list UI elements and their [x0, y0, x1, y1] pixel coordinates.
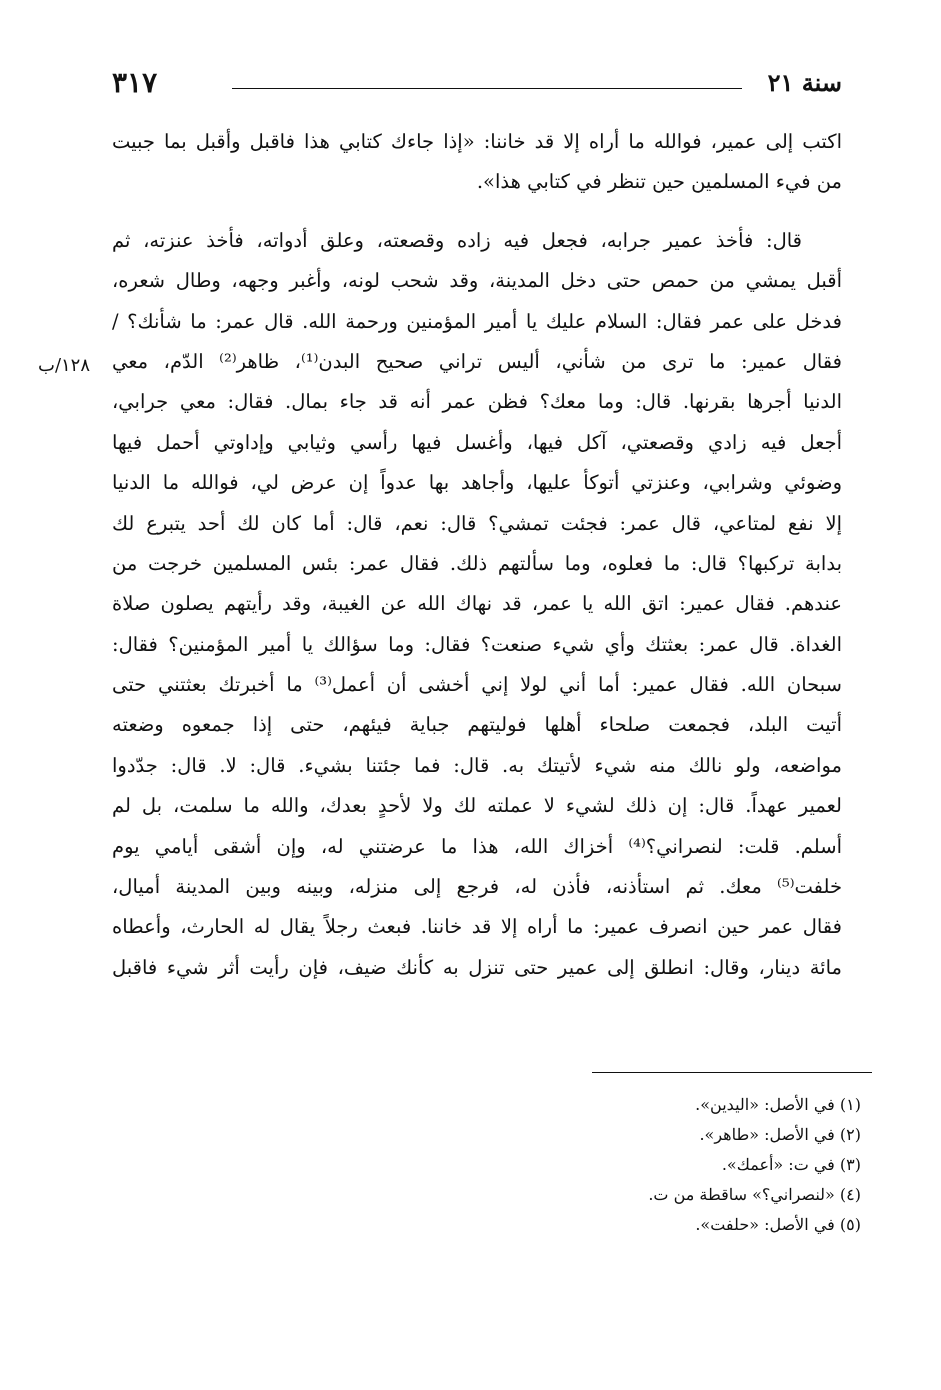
- text-line: أقبل يمشي من حمص حتى دخل المدينة، وقد شحب لونه، وأغبر وجهه، وطال شعره،: [112, 269, 842, 293]
- marginal-folio-note: ١٢٨/ب: [38, 355, 91, 376]
- text-line: أجعل فيه زادي وقصعتي، آكل فيها، وأغسل فيها رأسي وثيابي وإداوتي أحمل فيها: [112, 430, 842, 454]
- footnote-rule: [592, 1072, 872, 1073]
- text-line: سبحان الله. فقال عمير: أما أني لولا إني أخشى أن أعمل⁽³⁾ ما أخبرتك بعثتني حتى: [112, 673, 842, 697]
- header-rule: [232, 88, 742, 89]
- footnotes: [261, 1090, 861, 1240]
- running-head-year: سنة ٢١: [767, 68, 842, 97]
- paragraph-gap: [112, 203, 842, 221]
- text-line: فقال عمير: ما ترى من شأني، أليس تراني صحيح البدن⁽¹⁾، ظاهر⁽²⁾ الدّم، معي: [112, 349, 842, 373]
- footnote: (٤) «لنصراني؟» ساقطة من ت.: [648, 1185, 861, 1204]
- text-line: لعمير عهداً. قال: إن ذلك لشيء لا عملته لك ولا لأحدٍ بعدك، والله ما سلمت، بل لم: [112, 794, 842, 818]
- text-line: إلا نفع لمتاعي، قال عمر: فجئت تمشي؟ قال: نعم، قال: أما كان لك أحد يتبرع لك: [112, 511, 842, 535]
- text-line: قال: فأخذ عمير جرابه، فجعل فيه زاده وقصعته، وعلق أدواته، فأخذ عنزته، ثم: [112, 228, 802, 252]
- text-line: اكتب إلى عمير، فوالله ما أراه إلا قد خاننا: «إذا جاءك كتابي هذا فاقبل وأقبل بما جبيت: [112, 130, 842, 153]
- text-line: الدنيا أجرها بقرنها. قال: وما معك؟ فظن عمر أنه قد جاء بمال. فقال: معي جرابي،: [112, 390, 842, 414]
- main-text: [112, 122, 842, 988]
- page-number: ٣١٧: [112, 66, 158, 99]
- footnote: (٥) في الأصل: «حلفت».: [695, 1215, 861, 1234]
- text-line: أتيت البلد، فجمعت صلحاء أهلها فوليتهم جباية فيئهم، حتى إذا جمعوه وضعته: [112, 713, 842, 737]
- text-line: الغداة. قال عمر: بعثتك وأي شيء صنعت؟ فقال: وما سؤالك يا أمير المؤمنين؟ فقال:: [112, 632, 842, 656]
- text-line: خلفت⁽⁵⁾ معك. ثم استأذنه، فأذن له، فرجع إلى منزله، وبينه وبين المدينة أميال،: [112, 875, 842, 899]
- text-line: مائة دينار، وقال: انطلق إلى عمير حتى تنزل به كأنك ضيف، فإن رأيت أثر شيء فاقبل: [112, 955, 842, 979]
- footnote: (٢) في الأصل: «طاهر».: [699, 1125, 861, 1144]
- text-line: عندهم. فقال عمير: اتق الله يا عمر، قد نهاك الله عن الغيبة، وقد رأيتهم يصلون صلاة: [112, 592, 842, 616]
- page-header: [112, 66, 842, 106]
- text-line: مواضعه، ولو نالك منه شيء لأتيتك به. قال: فما جئتنا بشيء. قال: لا. قال: جدّدوا: [112, 753, 842, 777]
- text-line: بدابة تركبها؟ قال: ما فعلوه، وما سألتهم ذلك. فقال عمر: بئس المسلمين خرجت من: [112, 551, 842, 575]
- text-line: فدخل على عمر فقال: السلام عليك يا أمير المؤمنين ورحمة الله. قال عمر: ما شأنك؟ /: [112, 309, 842, 333]
- text-line: أسلم. قلت: لنصراني؟⁽⁴⁾ أخزاك الله، هذا ما عرضتني له، وإن أشقى أيامي يوم: [112, 834, 842, 858]
- footnote: (١) في الأصل: «اليدين».: [695, 1095, 861, 1114]
- text-line: وضوئي وشرابي، وعنزتي أتوكأ عليها، وأجاهد بها عدواً إن عرض لي، فوالله ما الدنيا: [112, 471, 842, 495]
- text-line: من فيء المسلمين حين تنظر في كتابي هذا».: [476, 170, 842, 194]
- text-line: فقال عمر حين انصرف عمير: ما أراه إلا قد خاننا. فبعث رجلاً يقال له الحارث، وأعطاه: [112, 915, 842, 939]
- footnote: (٣) في ت: «أعمك».: [721, 1155, 861, 1174]
